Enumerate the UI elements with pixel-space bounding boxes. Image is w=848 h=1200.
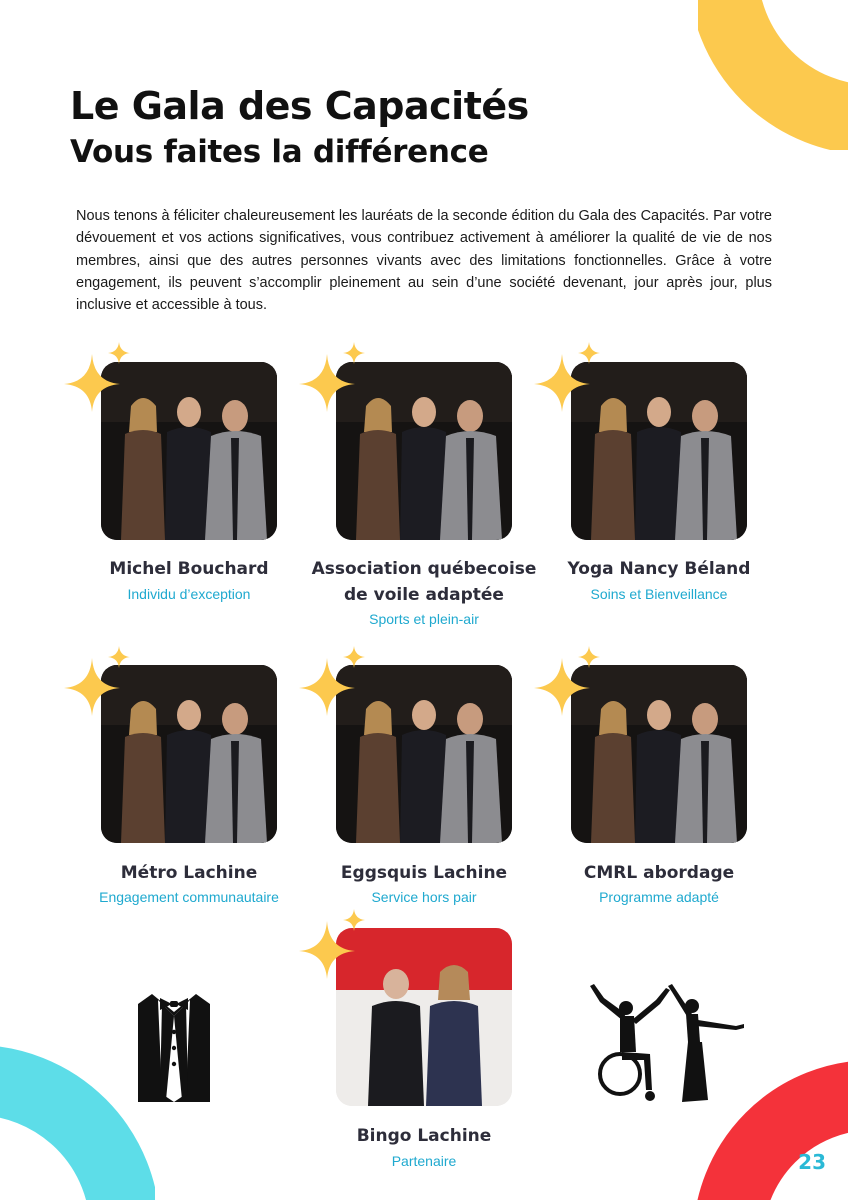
laureate-name: Métro Lachine (120, 863, 258, 883)
laureate-category: Programme adapté (599, 889, 719, 905)
laureate-name: Association québecoise de voile adaptée (311, 559, 537, 605)
intro-paragraph: Nous tenons à féliciter chaleureusement les lauréats de la seconde édition du Gala des Capacités. Par votre dévouement et vos actions significatives, vous contribuez activement à améliorer la qualité de vie de nos membres, ainsi que des autres personnes vivants avec des limitations fonctionnelles. Grâce à votre engagement, ils peuvent s’accomplir pleinement au sein d’une société devenant, jour après jour, plus inclusive et accessible à tous. (76, 208, 772, 314)
laureate-category: Service hors pair (371, 889, 477, 905)
page-subtitle: Vous faites la différence (70, 134, 489, 170)
sparkle-icon (534, 646, 604, 716)
wheelchair-dancers-icon (586, 982, 746, 1104)
page-title: Le Gala des Capacités (70, 84, 529, 128)
laureate-category: Partenaire (391, 1153, 457, 1169)
sparkle-icon (299, 909, 369, 979)
laureate-category: Soins et Bienveillance (590, 586, 728, 602)
yellow-arc-decoration (698, 0, 848, 150)
sparkle-icon (64, 342, 134, 412)
laureate-name: CMRL abordage (583, 863, 735, 883)
sparkle-icon (299, 342, 369, 412)
laureate-name: Yoga Nancy Béland (567, 559, 751, 579)
tuxedo-icon (136, 990, 212, 1102)
laureate-name: Bingo Lachine (356, 1126, 492, 1146)
sparkle-icon (299, 646, 369, 716)
laureate-category: Individu d’exception (127, 586, 251, 602)
laureate-name: Eggsquis Lachine (340, 863, 508, 883)
laureate-name: Michel Bouchard (109, 559, 269, 579)
page-number: 23 (798, 1150, 826, 1174)
sparkle-icon (534, 342, 604, 412)
laureate-category: Engagement communautaire (99, 889, 279, 905)
laureate-category: Sports et plein-air (369, 611, 479, 627)
cyan-arc-decoration (0, 1040, 155, 1200)
sparkle-icon (64, 646, 134, 716)
